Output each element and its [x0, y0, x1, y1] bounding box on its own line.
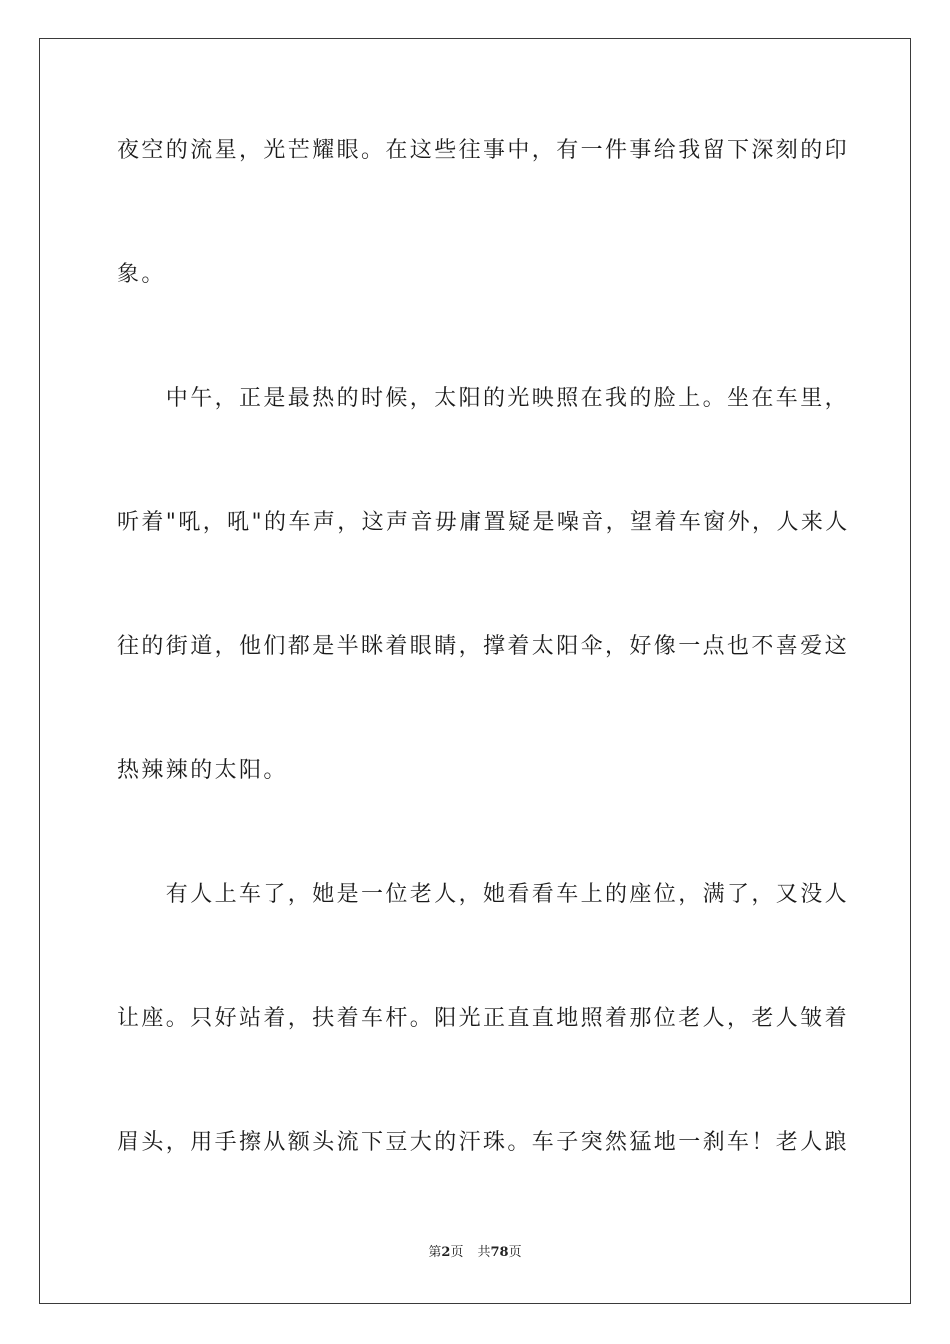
text-line-2: 象。 — [117, 262, 166, 287]
text-line-8: 让座。只好站着，扶着车杆。阳光正直直地照着那位老人，老人皱着 — [117, 1006, 850, 1031]
page-prefix: 第 — [428, 1245, 442, 1260]
page-footer — [0, 1244, 950, 1262]
text-line-6: 热辣辣的太阳。 — [117, 758, 288, 783]
text-line-4: 听着"吼，吼"的车声，这声音毋庸置疑是噪音，望着车窗外，人来人 — [117, 510, 850, 535]
text-line-3: 中午，正是最热的时候，太阳的光映照在我的脸上。坐在车里， — [117, 386, 850, 411]
total-pages: 78 — [490, 1245, 509, 1260]
text-line-5: 往的街道，他们都是半眯着眼睛，撑着太阳伞，好像一点也不喜爱这 — [117, 634, 850, 659]
total-suffix: 页 — [508, 1245, 522, 1260]
text-line-1: 夜空的流星，光芒耀眼。在这些往事中，有一件事给我留下深刻的印 — [117, 138, 850, 163]
text-line-7: 有人上车了，她是一位老人，她看看车上的座位，满了，又没人 — [117, 882, 850, 907]
total-prefix: 共 — [477, 1245, 491, 1260]
page-number: 2 — [441, 1245, 451, 1260]
page-border — [39, 38, 911, 1304]
text-line-9: 眉头，用手擦从额头流下豆大的汗珠。车子突然猛地一刹车！老人踉 — [117, 1130, 850, 1155]
page-suffix: 页 — [450, 1245, 464, 1260]
